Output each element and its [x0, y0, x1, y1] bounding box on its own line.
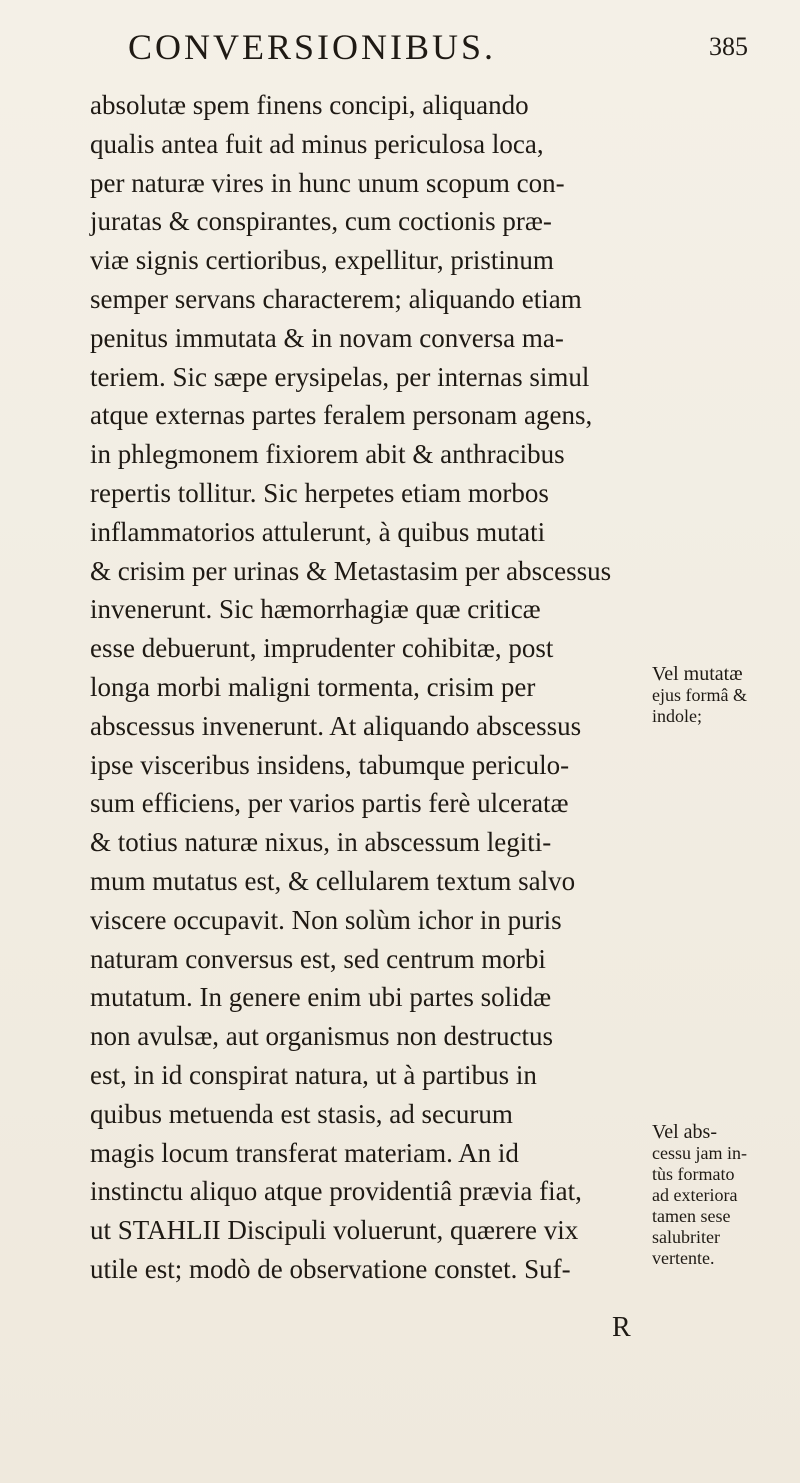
margin-note-2: [652, 1122, 800, 1269]
page-number: 385: [709, 32, 748, 61]
text-line: utile est; modò de observatione constet. Suf-: [90, 1253, 571, 1284]
text-line: mum mutatus est, & cellularem textum salvo: [90, 865, 576, 896]
text-line: est, in id conspirat natura, ut à partibus in: [90, 1059, 537, 1090]
text-line: magis locum transferat materiam. An id: [90, 1137, 519, 1168]
margin-note-line: tùs formato: [652, 1164, 735, 1184]
text-line: repertis tollitur. Sic herpetes etiam morbos: [90, 477, 549, 508]
text-line: instinctu aliquo atque providentiâ prævia fiat,: [90, 1176, 582, 1207]
text-line: naturam conversus est, sed centrum morbi: [90, 943, 546, 974]
margin-note-line: indole;: [652, 706, 702, 726]
text-line: qualis antea fuit ad minus periculosa loca,: [90, 128, 544, 159]
page-header: [128, 26, 748, 76]
text-line: quibus metuenda est stasis, ad securum: [90, 1098, 513, 1129]
margin-note-line: cessu jam in-: [652, 1143, 747, 1163]
text-line: & crisim per urinas & Metastasim per abscessus: [90, 555, 612, 586]
text-line: invenerunt. Sic hæmorrhagiæ quæ criticæ: [90, 594, 541, 625]
text-line: juratas & conspirantes, cum coctionis præ-: [90, 206, 552, 237]
text-line: penitus immutata & in novam conversa ma-: [90, 322, 564, 353]
margin-note-line: tamen sese: [652, 1206, 731, 1226]
catchword: R: [612, 1312, 631, 1343]
text-line: inflammatorios attulerunt, à quibus mutati: [90, 516, 546, 547]
text-line: teriem. Sic sæpe erysipelas, per internas simul: [90, 361, 590, 392]
text-line: ipse visceribus insidens, tabumque periculo-: [90, 749, 570, 780]
text-line: ut STAHLII Discipuli voluerunt, quærere vix: [90, 1215, 579, 1246]
text-line: sum efficiens, per varios partis ferè ulceratæ: [90, 788, 569, 819]
text-line: & totius naturæ nixus, in abscessum legiti-: [90, 827, 552, 858]
text-line: mutatum. In genere enim ubi partes solidæ: [90, 982, 552, 1013]
text-line: absolutæ spem finens concipi, aliquando: [90, 90, 529, 120]
margin-note-line: ejus formâ &: [652, 685, 747, 705]
margin-note-line: Vel abs-: [652, 1121, 717, 1143]
text-line: atque externas partes feralem personam agens,: [90, 400, 593, 431]
margin-note-line: ad exteriora: [652, 1185, 738, 1205]
margin-note-line: vertente.: [652, 1248, 715, 1268]
text-line: longa morbi maligni tormenta, crisim per: [90, 671, 536, 702]
text-line: per naturæ vires in hunc unum scopum con-: [90, 167, 565, 198]
margin-note-line: Vel mutatæ: [652, 663, 743, 685]
text-line: viæ signis certioribus, expellitur, pristinum: [90, 245, 554, 276]
margin-note-line: salubriter: [652, 1227, 720, 1247]
main-text-column: [90, 86, 730, 1289]
text-line: non avulsæ, aut organismus non destructus: [90, 1021, 553, 1052]
margin-note-1: [652, 664, 800, 727]
text-line: in phlegmonem fixiorem abit & anthracibus: [90, 439, 565, 470]
text-line: viscere occupavit. Non solùm ichor in puris: [90, 904, 562, 935]
text-line: esse debuerunt, imprudenter cohibitæ, post: [90, 633, 554, 664]
text-line: semper servans characterem; aliquando etiam: [90, 283, 582, 314]
text-line: abscessus invenerunt. At aliquando abscessus: [90, 710, 582, 741]
running-title: CONVERSIONIBUS.: [128, 27, 497, 67]
